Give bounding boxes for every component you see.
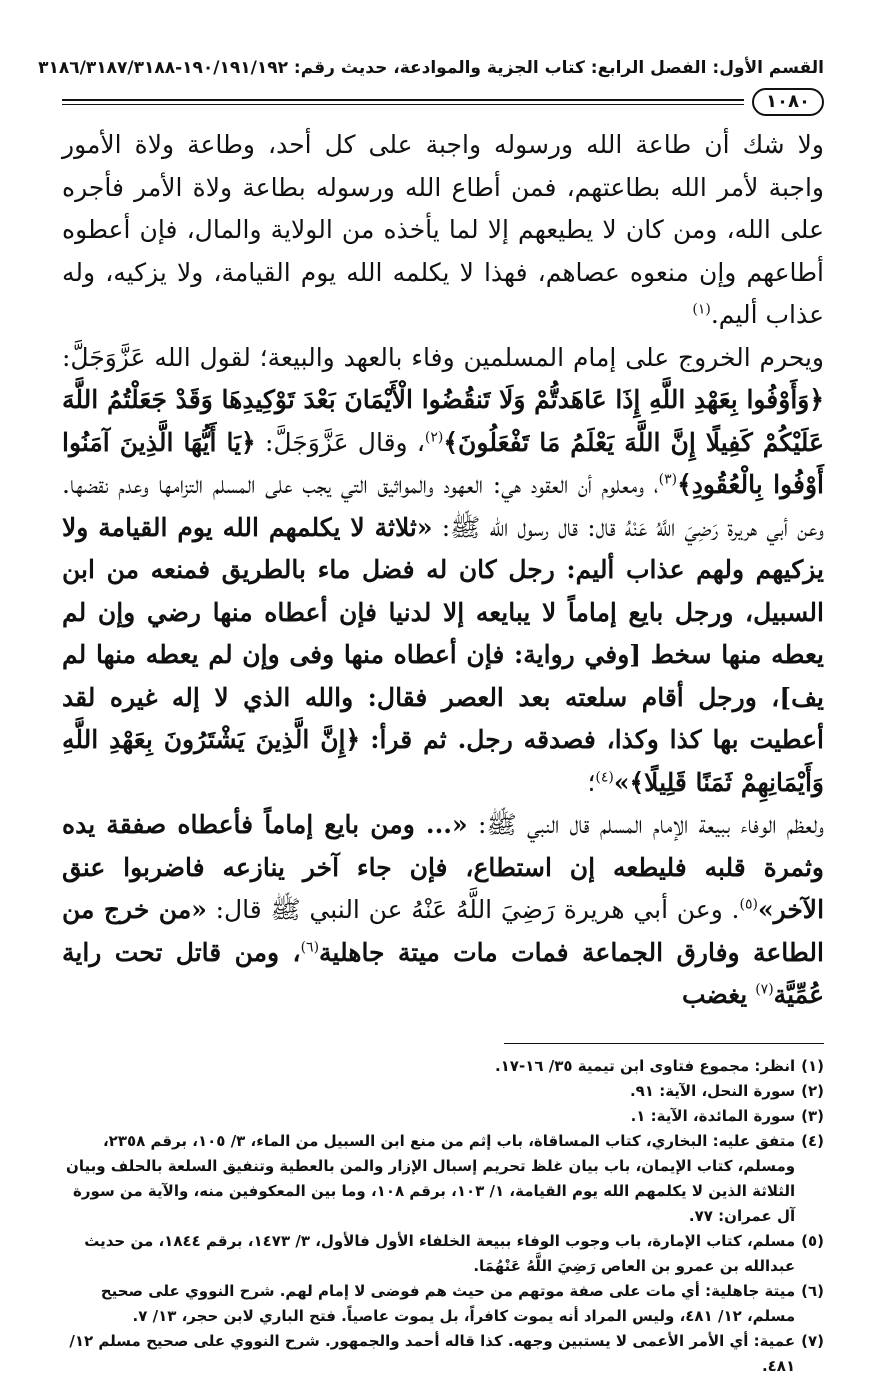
quran-verse-1: ﴿وَأَوْفُوا بِعَهْدِ اللَّهِ إِذَا عَاهَدتُّمْ وَلَا تَنقُضُوا الْأَيْمَانَ بَعْدَ تَوْكِيدِهَا وَقَدْ جَعَلْتُمُ اللَّهَ عَلَيْكُمْ كَفِيلًا إِنَّ اللَّهَ يَعْلَمُ مَا تَفْعَلُونَ﴾	[62, 385, 824, 457]
footnote-separator	[504, 1043, 824, 1044]
quran-verse-3: ﴿إِنَّ الَّذِينَ يَشْتَرُونَ بِعَهْدِ اللَّهِ وَأَيْمَانِهِمْ ثَمَنًا قَلِيلًا﴾»	[62, 725, 824, 797]
footnote-ref-3[interactable]: (٣)	[658, 471, 678, 488]
running-header: القسم الأول: الفصل الرابع: كتاب الجزية والموادعة، حديث رقم: ١٩٠/١٩١/١٩٢-٣١٨٦/٣١٨٧/٣١٨٨	[38, 58, 824, 78]
footnote-number: (٦)	[801, 1281, 824, 1300]
footnote-item	[62, 1079, 824, 1104]
paragraph-3-intro: ولعظم الوفاء ببيعة الإمام المسلم قال النبي ﷺ:	[478, 810, 824, 839]
paragraph-1-text: ولا شك أن طاعة الله ورسوله واجبة على كل أحد، وطاعة ولاة الأمور واجبة لأمر الله بطاعتهم، فمن أطاع الله ورسوله بطاعة ولاة الأمر فأجره على الله، ومن كان لا يطيعهم إلا لما يأخذه من الولاية والمال، فإن أعطوه أطاعهم وإن منعوه عصاهم، فهذا لا يكلمه الله يوم القيامة، ولا يزكيه، وله عذاب أليم.	[62, 130, 824, 329]
footnote-item	[62, 1229, 824, 1279]
footnote-item	[62, 1054, 824, 1079]
hadith-text-4: ، ومن قاتل تحت راية عُمِّيَّة	[62, 937, 824, 1009]
footnotes-list	[62, 1054, 824, 1379]
paragraph-2-end: ؛	[587, 767, 596, 797]
paragraph-3	[62, 804, 824, 1017]
footnote-item	[62, 1104, 824, 1129]
footnote-number: (٣)	[801, 1106, 824, 1125]
paragraph-1	[62, 124, 824, 337]
paragraph-2-mid: ، وقال عَزَّوَجَلَّ:	[264, 427, 425, 457]
quran-verse-2: ﴿يَا أَيُّهَا الَّذِينَ آمَنُوا أَوْفُوا بِالْعُقُودِ﴾	[62, 427, 824, 499]
hadith-text-3: «من خرج من الطاعة وفارق الجماعة فمات مات ميتة جاهلية	[62, 895, 824, 967]
footnote-number: (٧)	[801, 1331, 824, 1350]
main-text	[62, 124, 824, 1017]
header-rule-row	[62, 88, 824, 116]
footnote-text: مسلم، كتاب الإمارة، باب وجوب الوفاء ببيعة الخلفاء الأول فالأول، ٣/ ١٤٧٣، برقم ١٨٤٤، من حديث عبدالله بن عمرو بن العاص رَضِيَ اللَّهُ عَنْهُمَا.	[84, 1231, 796, 1275]
paragraph-2-intro: ويحرم الخروج على إمام المسلمين وفاء بالعهد والبيعة؛ لقول الله عَزَّوَجَلَّ:	[62, 342, 824, 372]
footnote-text: ميتة جاهلية: أي مات على صفة موتهم من حيث هم فوضى لا إمام لهم. شرح النووي على صحيح مسلم، ١٢/ ٤٨١، وليس المراد أنه يموت كافراً، بل يموت عاصياً. فتح الباري لابن حجر، ١٣/ ٧.	[100, 1281, 796, 1325]
footnote-item	[62, 1129, 824, 1229]
footnote-ref-5[interactable]: (٥)	[739, 896, 758, 913]
footnote-text: سورة المائدة، الآية: ١.	[630, 1106, 796, 1125]
page-number-badge: ١٠٨٠	[752, 88, 824, 116]
footnote-number: (١)	[801, 1056, 824, 1075]
footnote-number: (٢)	[801, 1081, 824, 1100]
footnote-number: (٤)	[801, 1131, 824, 1150]
footnote-number: (٥)	[801, 1231, 824, 1250]
hadith-text-5: يغضب	[682, 980, 748, 1009]
hadith-text-2: «... ومن بايع إماماً فأعطاه صفقة يده وثمرة قلبه فليطعه إن استطاع، فإن جاء آخر ينازعه فاضربوا عنق الآخر»	[62, 810, 825, 924]
paragraph-2-rest: ، ومعلوم أن العقود هي: العهود والمواثيق التي يجب على المسلم التزامها وعدم نقضها. وعن أبي هريرة رَضِيَ اللَّهُ عَنْهُ قال: قال رسول الله ﷺ:	[62, 470, 824, 542]
footnote-text: متفق عليه: البخاري، كتاب المساقاة، باب إثم من منع ابن السبيل من الماء، ٣/ ١٠٥، برقم ٢٣٥٨، ومسلم، كتاب الإيمان، باب بيان غلظ تحريم إسبال الإزار والمن بالعطية وتنفيق السلعة بالحلف وبيان الثلاثة الذين لا يكلمهم الله يوم القيامة، ١/ ١٠٣، برقم ١٠٨، وما بين المعكوفين منه، والآية من سورة آل عمران: ٧٧.	[66, 1131, 796, 1225]
footnote-ref-2[interactable]: (٢)	[424, 429, 444, 446]
header-double-rule	[62, 99, 744, 105]
footnote-ref-6[interactable]: (٦)	[300, 939, 320, 956]
footnote-ref-1[interactable]: (١)	[692, 301, 711, 318]
footnote-ref-4[interactable]: (٤)	[595, 769, 614, 786]
hadith-text-1: «ثلاثة لا يكلمهم الله يوم القيامة ولا يزكيهم ولهم عذاب أليم: رجل كان له فضل ماء بالطريق فمنعه من ابن السبيل، ورجل بايع إماماً لا يبايعه إلا لدنيا فإن أعطاه منها رضي وإن لم يعطه منها سخط [وفي رواية: فإن أعطاه منها وفى وإن لم يعطه منها لم يف]، ورجل أقام سلعته بعد العصر فقال: والله الذي لا إله غيره لقد أعطيت بها كذا وكذا، فصدقه رجل. ثم قرأ:	[62, 512, 824, 754]
footnote-text: سورة النحل، الآية: ٩١.	[629, 1081, 796, 1100]
footnote-item	[62, 1279, 824, 1329]
footnote-item	[62, 1329, 824, 1379]
footnote-text: عمية: أي الأمر الأعمى لا يستبين وجهه. كذا قاله أحمد والجمهور. شرح النووي على صحيح مسلم ١٢/ ٤٨١.	[69, 1331, 796, 1375]
paragraph-2	[62, 337, 824, 805]
footnote-text: انظر: مجموع فتاوى ابن تيمية ٣٥/ ١٦-١٧.	[494, 1056, 796, 1075]
paragraph-3-mid: . وعن أبي هريرة رَضِيَ اللَّهُ عَنْهُ عن النبي ﷺ قال:	[215, 895, 740, 924]
footnote-ref-7[interactable]: (٧)	[755, 981, 774, 998]
